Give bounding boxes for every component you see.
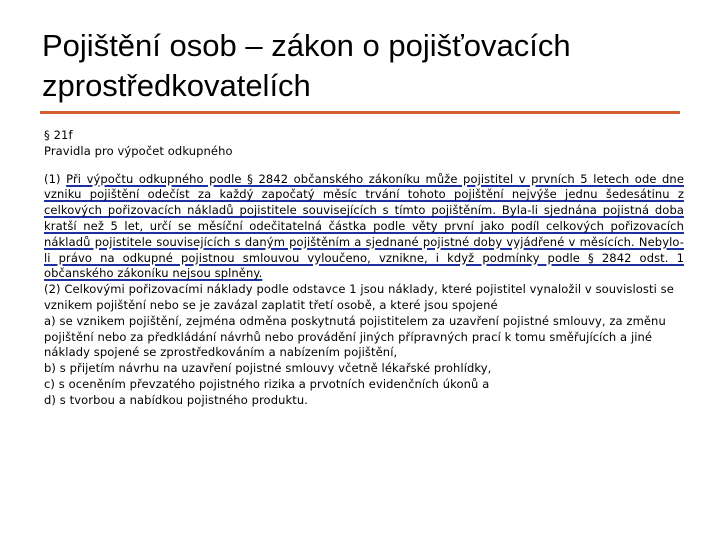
paragraph-1 bbox=[44, 172, 684, 283]
paragraph-2: (2) Celkovými pořizovacími náklady podle odstavce 1 jsou náklady, které pojistitel vynaložil v souvislosti se vznikem pojištění nebo se je zavázal zaplatit třetí osobě, a které jsou spojené bbox=[44, 282, 674, 312]
list-item-b: b) s přijetím návrhu na uzavření pojistné smlouvy včetně lékařské prohlídky, bbox=[44, 361, 492, 376]
paragraph-1-text: Při výpočtu odkupného podle § 2842 občanského zákoníku může pojistitel v prvních 5 letech ode dne vzniku pojištění odečíst za každý započatý měsíc trvání tohoto pojištění nejvýše jednu šedesátinu z celkových pořizovacích nákladů pojistitele souvisejících s tímto pojištěním. Byla-li sjednána pojistná doba kratší než 5 let, určí se měsíční odečitatelná částka podle věty první jako podíl celkových pořizovacích nákladů pojistitele souvisejících s daným pojištěním a sjednané pojistné doby vyjádřené v měsících. Nebylo-li právo na odkupné pojistnou smlouvou vyloučeno, vznikne, i když podmínky podle § 2842 odst. 1 občanského zákoníku nejsou splněny. bbox=[44, 171, 684, 281]
list-item-d: d) s tvorbou a nabídkou pojistného produktu. bbox=[44, 392, 308, 407]
slide-title: Pojištění osob – zákon o pojišťovacích zprostředkovatelích bbox=[42, 28, 571, 103]
list-item-a: a) se vznikem pojištění, zejména odměna poskytnutá pojistitelem za uzavření pojistné smlouvy, za změnu pojištění nebo za předkládání návrhů nebo provádění jiných přípravných prací k tomu směřujících a jiné náklady spojené se zprostředkováním a nabízením pojištění, bbox=[44, 313, 666, 360]
paragraph-1-number: (1) bbox=[44, 171, 67, 186]
list-item-c: c) s oceněním převzatého pojistného rizika a prvotních evidenčních úkonů a bbox=[44, 376, 490, 391]
section-heading: Pravidla pro výpočet odkupného bbox=[44, 143, 233, 158]
title-divider bbox=[40, 111, 680, 114]
slide-body bbox=[44, 128, 684, 409]
section-number: § 21f bbox=[44, 128, 73, 142]
